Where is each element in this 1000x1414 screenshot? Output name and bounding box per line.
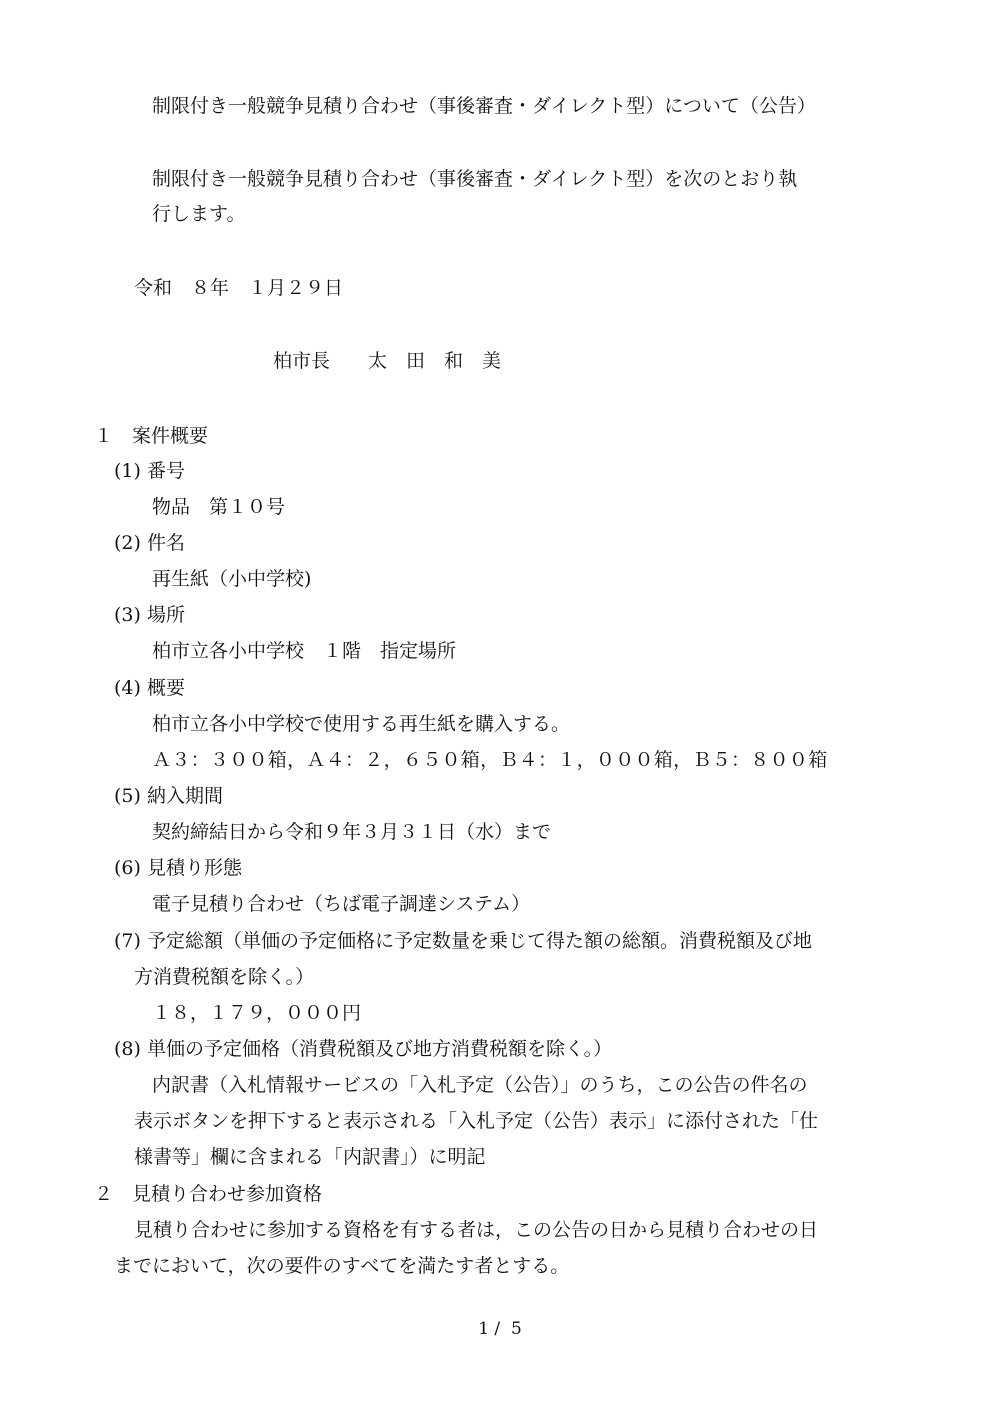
item-2-value: 再生紙（小中学校) <box>152 568 312 590</box>
item-4-label: (4) 概要 <box>114 677 185 699</box>
section-2-line-2: までにおいて，次の要件のすべてを満たす者とする。 <box>114 1255 570 1277</box>
item-4-line-1: 柏市立各小中学校で使用する再生紙を購入する。 <box>152 713 571 735</box>
item-7-label-line-1: (7) 予定総額（単価の予定価格に予定数量を乗じて得た額の総額。消費税額及び地 <box>114 930 812 952</box>
item-4-line-2: Ａ３：３００箱，Ａ４：２，６５０箱，Ｂ４：１，０００箱，Ｂ５：８００箱 <box>152 749 828 771</box>
signer-name: 柏市長 太 田 和 美 <box>273 350 502 372</box>
item-6-label: (6) 見積り形態 <box>114 857 242 879</box>
item-3-value: 柏市立各小中学校 １階 指定場所 <box>152 640 457 662</box>
item-6-value: 電子見積り合わせ（ちば電子調達システム） <box>152 893 531 915</box>
intro-line-1: 制限付き一般競争見積り合わせ（事後審査・ダイレクト型）を次のとおり執 <box>152 168 798 190</box>
item-8-label: (8) 単価の予定価格（消費税額及び地方消費税額を除く。） <box>114 1038 613 1060</box>
item-8-line-2: 表示ボタンを押下すると表示される「入札予定（公告）表示」に添付された「仕 <box>134 1110 819 1132</box>
intro-line-2: 行します。 <box>152 203 246 225</box>
item-3-label: (3) 場所 <box>114 604 185 626</box>
section-2-line-1: 見積り合わせに参加する資格を有する者は，この公告の日から見積り合わせの日 <box>134 1219 819 1241</box>
item-7-label-line-2: 方消費税額を除く。） <box>134 966 315 988</box>
section-2-heading: ２ 見積り合わせ参加資格 <box>94 1183 323 1205</box>
item-5-label: (5) 納入期間 <box>114 785 223 807</box>
item-7-value: １８，１７９，０００円 <box>152 1002 362 1024</box>
page-number: 1 / 5 <box>478 1319 522 1339</box>
item-8-line-1: 内訳書（入札情報サービスの「入札予定（公告）」のうち，この公告の件名の <box>152 1074 808 1096</box>
item-8-line-3: 様書等」欄に含まれる「内訳書」）に明記 <box>134 1146 486 1168</box>
item-2-label: (2) 件名 <box>114 532 185 554</box>
item-5-value: 契約締結日から令和９年３月３１日（水）まで <box>152 821 552 843</box>
item-1-value: 物品 第１０号 <box>152 496 286 518</box>
notice-date: 令和 ８年 １月２９日 <box>134 277 344 299</box>
document-title: 制限付き一般競争見積り合わせ（事後審査・ダイレクト型）について（公告） <box>152 95 816 117</box>
section-1-heading: １ 案件概要 <box>94 425 209 447</box>
item-1-label: (1) 番号 <box>114 460 185 482</box>
